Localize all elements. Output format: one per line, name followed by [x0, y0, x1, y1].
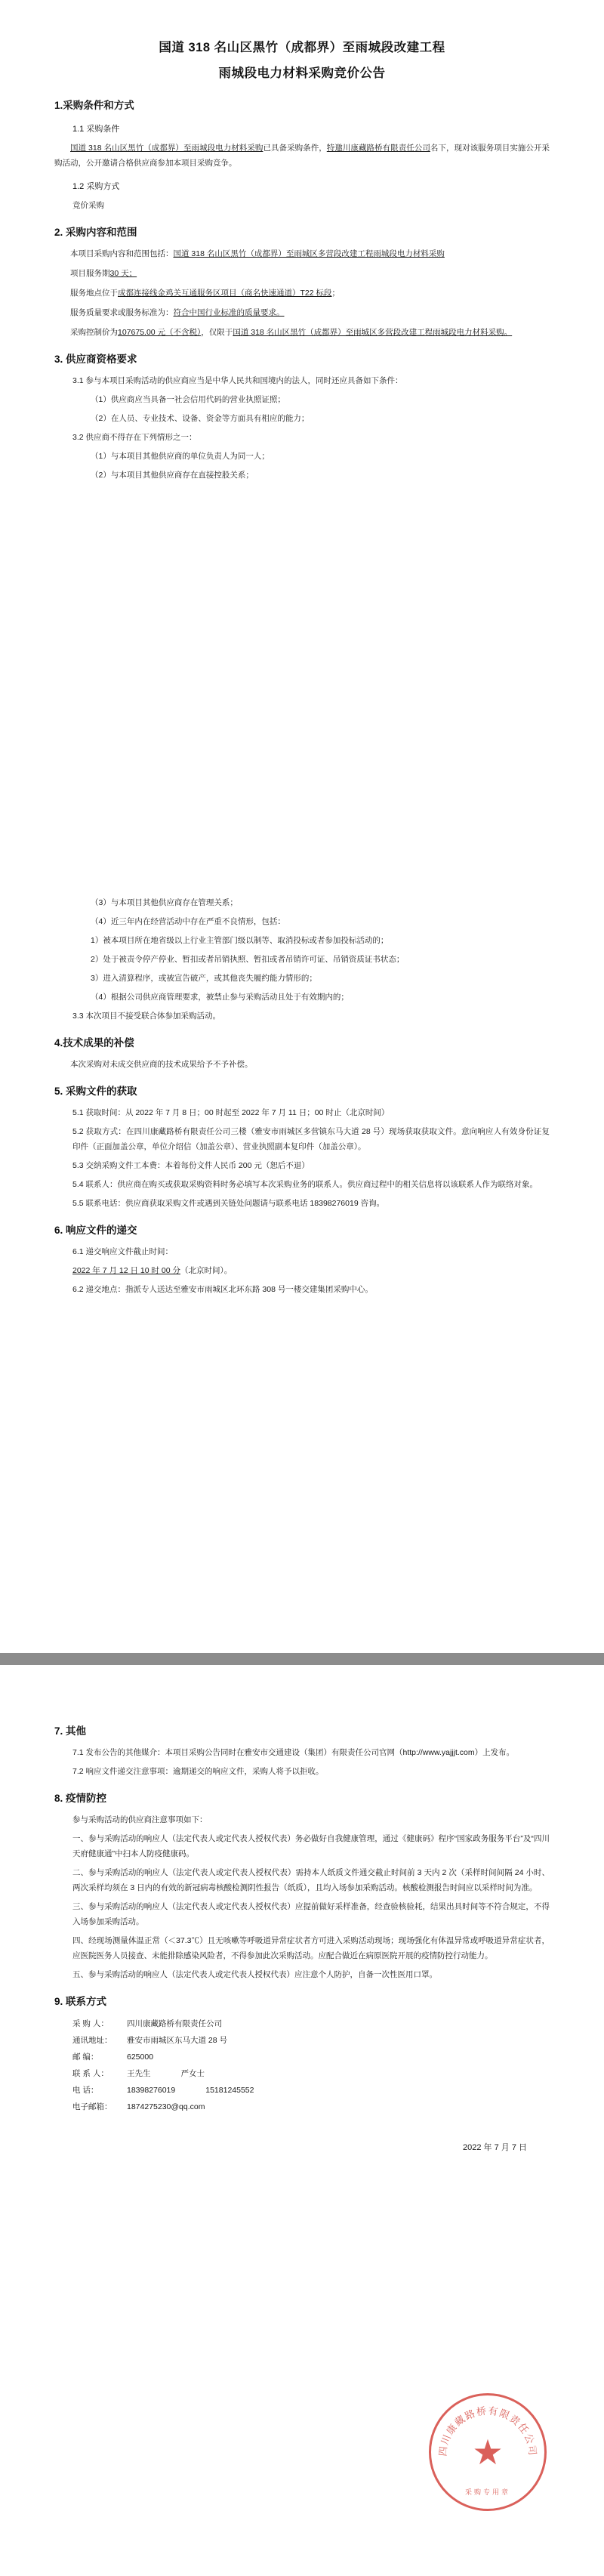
contact-tel-row	[72, 2082, 550, 2099]
section-2-duration-underline: 30 天；	[109, 269, 137, 278]
section-8-2: 二、参与采购活动的响应人（法定代表人或定代表人授权代表）需持本人纸质文件通交截止时间前 3 天内 2 次（采样时间间隔 24 小时、两次采样均须在 3 日内的有效的新冠病毒核酸检测阴性报告（纸质），且均入场参加采购活动。核酸检测报告时间应以采样时间为准。	[72, 1868, 550, 1892]
page-title-line2: 雨城段电力材料采购竞价公告	[218, 66, 386, 80]
page-title	[54, 35, 550, 86]
section-2-price-mid: ，仅限于	[201, 328, 233, 337]
section-2-scope	[54, 246, 550, 261]
section-2-location	[54, 286, 550, 301]
section-3-2: 3.2 供应商不得存在下列情形之一：	[72, 433, 197, 442]
contact-address-label: 通讯地址：	[72, 2036, 112, 2045]
contact-email-value: 1874275230@qq.com	[127, 2102, 205, 2111]
section-6-1	[54, 1244, 550, 1259]
section-3-2-d3: 3）进入清算程序，或被宣告破产，或其他丧失履约能力情形的；	[91, 974, 317, 983]
section-1-2-heading: 1.2 采购方式	[72, 182, 120, 191]
svg-text:四川康藏路桥有限责任公司: 四川康藏路桥有限责任公司	[436, 2405, 539, 2457]
section-2-quality	[54, 305, 550, 320]
section-3-2-d2: 2）处于被责令停产停业、暂扣或者吊销执照、暂扣或者吊销许可证、吊销资质证书状态；	[91, 955, 405, 964]
section-5-3: 5.3 交纳采购文件工本费：本着每份文件人民币 200 元（恕后不退）	[72, 1161, 310, 1170]
contact-address-row	[72, 2032, 550, 2049]
section-3-1-a: （1）供应商应当具备一社会信用代码的营业执照证照；	[91, 395, 285, 404]
contact-tel-value: 18398276019	[127, 2086, 176, 2095]
contact-tel-label: 电 话：	[72, 2086, 99, 2095]
section-5-4: 5.4 联系人：供应商在购买或获取采购资料时务必填写本次采购业务的联系人。供应商过程中的相关信息将以该联系人作为联络对象。	[72, 1180, 538, 1189]
contact-person-value-2: 严女士	[180, 2069, 205, 2078]
section-5-2: 5.2 获取方式：在四川康藏路桥有限责任公司三楼（雅安市雨城区多营镇东马大道 28 号）现场获取获取文件。意向响应人有效身份证复印件（正面加盖公章，单位介绍信（加盖公章）、营业执照副本复印件（加盖公章）。	[72, 1127, 550, 1151]
section-2-price-pre: 采购控制价为	[70, 328, 118, 337]
section-3-2-e: （4）根据公司供应商管理要求，被禁止参与采购活动且处于有效期内的；	[91, 993, 349, 1002]
section-4-paragraph: 本次采购对未成交供应商的技术成果给予不予补偿。	[70, 1060, 253, 1069]
section-2-price-scope: 国道 318 名山区黑竹（成都界）至雨城区多营段改建工程雨城段电力材料采购。	[233, 328, 513, 337]
section-2-price-amount: 107675.00 元（不含税）	[118, 328, 202, 337]
section-3-2-d: （4）近三年内在经营活动中存在严重不良情形，包括：	[91, 917, 285, 926]
contact-buyer-value: 四川康藏路桥有限责任公司	[127, 2019, 222, 2028]
seal-star-icon: ★	[472, 2432, 504, 2472]
section-2-quality-pre: 服务质量要求或服务标准为：	[70, 308, 174, 317]
contact-address-value: 雅安市雨城区东马大道 28 号	[127, 2036, 228, 2045]
section-1-1-text-b: 已具备采购条件，	[263, 144, 327, 153]
contact-buyer-row	[72, 2015, 550, 2032]
seal-bottom-text: 采购专用章	[464, 2488, 510, 2496]
company-name-link: 特邀川康藏路桥有限责任公司	[326, 144, 430, 153]
contact-person-label: 联 系 人：	[72, 2069, 109, 2078]
section-6-2: 6.2 递交地点：指派专人送达至雅安市雨城区北环东路 308 号一楼交建集团采购中心。	[72, 1285, 373, 1294]
contact-zip-value: 625000	[127, 2052, 154, 2062]
project-name-link: 国道 318 名山区黑竹（成都界）至雨城段电力材料采购	[70, 144, 263, 153]
section-1-heading: 1.采购条件和方式	[54, 100, 134, 111]
document-page-1	[0, 0, 604, 839]
section-1-1-paragraph	[54, 141, 550, 171]
section-3-2-c: （3）与本项目其他供应商存在管理关系；	[91, 898, 238, 907]
contact-fax-value: 15181245552	[205, 2086, 254, 2095]
section-5-5: 5.5 联系电话：供应商获取采购文件或遇到关链处问题请与联系电话 18398276019 咨询。	[72, 1199, 385, 1208]
contact-block	[54, 2015, 550, 2115]
section-2-duration	[54, 266, 550, 281]
section-8-intro: 参与采购活动的供应商注意事项如下：	[72, 1815, 208, 1824]
section-1-2-value: 竞价采购	[72, 201, 104, 210]
section-1-1-text-d: 名下，现对该服务项目实施公开采购活动，公开邀请合格供应商参加本项目采购竞争。	[54, 144, 550, 168]
page-2-blank-area	[54, 1301, 550, 1482]
section-8-1: 一、参与采购活动的响应人（法定代表人或定代表人授权代表）务必做好自我健康管理，通过《健康码》程序“国家政务服务平台”及“四川天府健康通”中扫本人防疫健康码。	[72, 1834, 550, 1858]
section-2-location-suffix: ；	[331, 289, 341, 298]
section-8-3: 三、参与采购活动的响应人（法定代表人或定代表人授权代表）应提前做好采样准备，经查验核验耗，结果出具时间等不符合规定，不得入场参加采购活动。	[72, 1902, 550, 1926]
section-2-scope-underline: 国道 318 名山区黑竹（成都界）至雨城区多营段改建工程雨城段电力材料采购	[173, 249, 445, 258]
section-7-1: 7.1 发布公告的其他媒介：本项目采购公告同时在雅安市交通建设（集团）有限责任公司官网（http://www.yajjjt.com）上发布。	[72, 1748, 515, 1757]
section-9-heading: 9. 联系方式	[54, 1996, 107, 2007]
section-6-1-deadline	[54, 1263, 550, 1278]
page-gap-2	[0, 1653, 604, 1665]
section-2-location-underline: 成都连接线金鸡关互通服务区项目（商名快速通道）T22 标段	[118, 289, 332, 298]
section-3-3: 3.3 本次项目不接受联合体参加采购活动。	[72, 1012, 221, 1021]
section-5-heading: 5. 采购文件的获取	[54, 1086, 137, 1097]
section-7-heading: 7. 其他	[54, 1725, 87, 1737]
section-3-2-a: （1）与本项目其他供应商的单位负责人为同一人；	[91, 452, 270, 461]
signature-date: 2022 年 7 月 7 日	[463, 2143, 527, 2152]
deadline-value: 2022 年 7 月 12 日 10 时 00 分	[72, 1266, 180, 1275]
section-3-1-b: （2）在人员、专业技术、设备、资金等方面具有相应的能力；	[91, 414, 310, 423]
section-8-heading: 8. 疫情防控	[54, 1793, 107, 1804]
contact-person-value: 王先生	[127, 2069, 151, 2078]
section-5-1: 5.1 获取时间：从 2022 年 7 月 8 日；00 时起至 2022 年 7 月 11 日；00 时止（北京时间）	[72, 1108, 390, 1117]
section-2-price	[54, 325, 550, 340]
document-page-2	[0, 839, 604, 1653]
contact-person-row	[72, 2065, 550, 2082]
page-1-blank-area	[54, 486, 550, 645]
section-1-1-heading: 1.1 采购条件	[72, 125, 120, 134]
section-7-2: 7.2 响应文件递交注意事项：逾期递交的响应文件，采购人将予以拒收。	[72, 1767, 324, 1776]
section-6-1-pre: 6.1 递交响应文件截止时间：	[72, 1247, 174, 1256]
section-2-scope-pre: 本项目采购内容和范围包括：	[70, 249, 174, 258]
section-3-2-d1: 1）被本项目所在地省级以上行业主管部门级以制等、取消投标或者参加投标活动的；	[91, 936, 389, 945]
deadline-suffix: （北京时间）。	[180, 1266, 233, 1275]
section-4-heading: 4.技术成果的补偿	[54, 1037, 134, 1049]
section-8-5: 五、参与采购活动的响应人（法定代表人或定代表人授权代表）应注意个人防护，自备一次性医用口罩。	[72, 1970, 437, 1979]
section-3-1: 3.1 参与本项目采购活动的供应商应当是中华人民共和国境内的法人，同时还应具备如下条件：	[72, 376, 403, 385]
contact-buyer-label: 采 购 人：	[72, 2019, 109, 2028]
contact-email-row	[72, 2099, 550, 2115]
document-page-3	[0, 1665, 604, 2576]
contact-zip-row	[72, 2049, 550, 2065]
section-2-quality-underline: 符合中国行业标准的质量要求。	[173, 308, 285, 317]
section-8-4: 四、经现场测量体温正常（＜37.3℃）且无咳嗽等呼吸道异常症状者方可进入采购活动现场；现场强化有体温异常或呼吸道异常症状者，应医院医务人员接查、未能排除感染风险者，不得参加此次采购活动。应配合做近在病原医院开展的疫情防控行动能力。	[72, 1936, 550, 1960]
section-2-duration-pre: 项目服务期	[70, 269, 110, 278]
company-seal-stamp	[429, 2393, 547, 2511]
page-title-line1: 国道 318 名山区黑竹（成都界）至雨城段改建工程	[159, 41, 445, 54]
contact-zip-label: 邮 编：	[72, 2052, 99, 2062]
section-2-heading: 2. 采购内容和范围	[54, 227, 137, 238]
section-3-heading: 3. 供应商资格要求	[54, 354, 137, 365]
contact-email-label: 电子邮箱：	[72, 2102, 112, 2111]
section-3-2-b: （2）与本项目其他供应商存在直接控股关系；	[91, 471, 254, 480]
section-6-heading: 6. 响应文件的递交	[54, 1225, 137, 1236]
section-2-location-pre: 服务地点位于	[70, 289, 118, 298]
